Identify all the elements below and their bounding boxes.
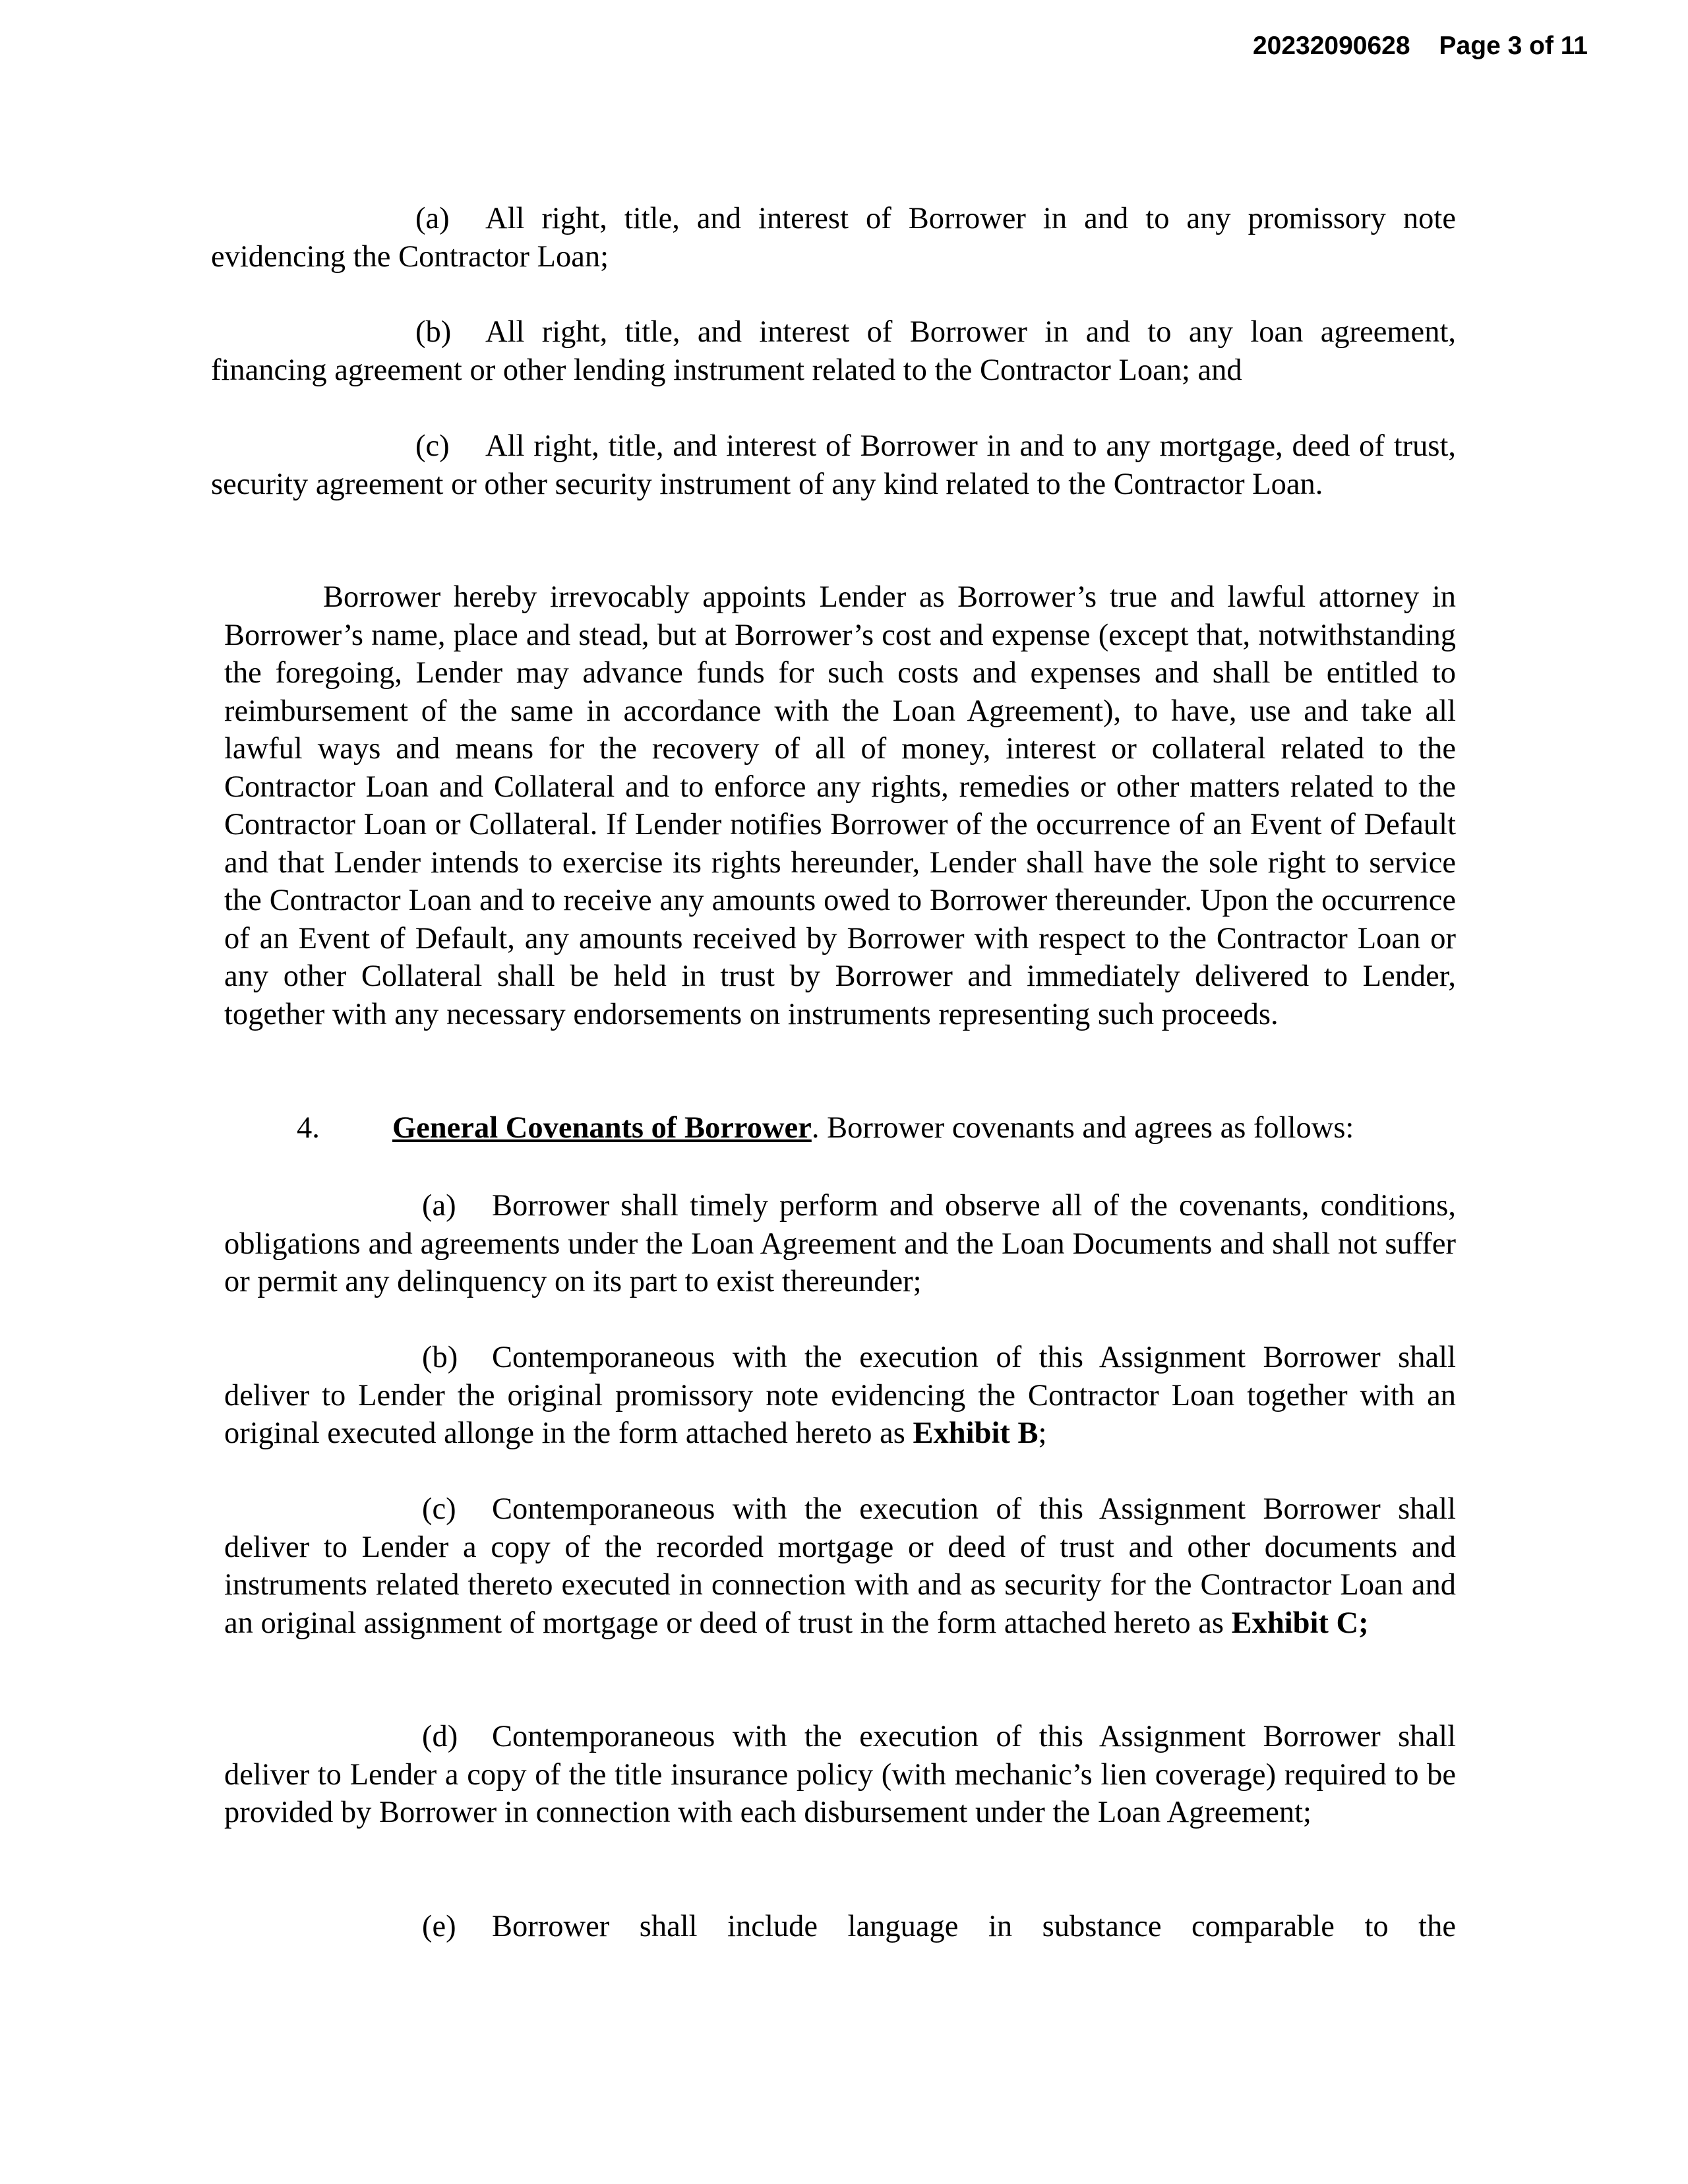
covenant-d-text: Contemporaneous with the execution of this Assignment Borrower shall deliver to Lender a copy of the title insurance policy (with mechanic’s lien coverage) required to be provided by Borrower in connection with each disbursement under the Loan Agreement; xyxy=(224,1720,1456,1829)
item-a-paragraph: (a) All right, title, and interest of Borrower in and to any promissory note evidencing the Contractor Loan; xyxy=(211,202,1456,274)
covenant-d-paragraph: (d) Contemporaneous with the execution of this Assignment Borrower shall deliver to Lender a copy of the title insurance policy (with mechanic’s lien coverage) required to be provided by Borrower in connection with each disbursement under the Loan Agreement; xyxy=(224,1720,1456,1829)
covenant-a-paragraph: (a) Borrower shall timely perform and observe all of the covenants, conditions, obligations and agreements under the Loan Agreement and the Loan Documents and shall not suffer or permit any delinquency on its part to exist thereunder; xyxy=(224,1189,1456,1298)
item-c-text: All right, title, and interest of Borrower in and to any mortgage, deed of trust, security agreement or other security instrument of any kind related to the Contractor Loan. xyxy=(211,429,1456,501)
covenant-a-text: Borrower shall timely perform and observe all of the covenants, conditions, obligations and agreements under the Loan Agreement and the Loan Documents and shall not suffer or permit any delinquency on its part to exist thereunder; xyxy=(224,1189,1456,1298)
section-4-intro: . Borrower covenants and agrees as follows: xyxy=(811,1111,1354,1145)
covenant-c-paragraph: (c) Contemporaneous with the execution of this Assignment Borrower shall deliver to Lender a copy of the recorded mortgage or deed of trust and other documents and instruments related thereto executed in connection with and as security for the Contractor Loan and an original assignment of mortgage or deed of trust in the form attached hereto as Exhibit C; xyxy=(224,1492,1456,1640)
covenant-b-paragraph: (b) Contemporaneous with the execution of this Assignment Borrower shall deliver to Lender the original promissory note evidencing the Contractor Loan together with an original executed allonge in the form attached hereto as Exhibit B; xyxy=(224,1341,1456,1450)
page-number: Page 3 of 11 xyxy=(1439,32,1588,60)
page-header xyxy=(1253,32,1588,61)
exhibit-b-reference: Exhibit B xyxy=(913,1416,1039,1450)
appointment-paragraph xyxy=(224,578,1456,1033)
exhibit-c-reference: Exhibit C; xyxy=(1231,1606,1369,1640)
covenant-c-text: Contemporaneous with the execution of this Assignment Borrower shall deliver to Lender a copy of the recorded mortgage or deed of trust and other documents and instruments related thereto executed in connection with and as security for the Contractor Loan and an original assignment of mortgage or deed of trust in the form attached hereto as xyxy=(224,1492,1456,1640)
section-4-title: General Covenants of Borrower xyxy=(392,1111,812,1145)
covenant-e-text: Borrower shall include language in substance comparable to the xyxy=(492,1910,1456,1943)
item-c-paragraph: (c) All right, title, and interest of Borrower in and to any mortgage, deed of trust, security agreement or other security instrument of any kind related to the Contractor Loan. xyxy=(211,429,1456,501)
document-number: 20232090628 xyxy=(1252,32,1410,60)
covenant-b-text: Contemporaneous with the execution of this Assignment Borrower shall deliver to Lender the original promissory note evidencing the Contractor Loan together with an original executed allonge in the form attached hereto as xyxy=(224,1341,1456,1450)
covenant-e-paragraph: (e) Borrower shall include language in substance comparable to the xyxy=(422,1910,1456,1943)
section-4-heading: 4. General Covenants of Borrower. Borrower covenants and agrees as follows: xyxy=(297,1111,1354,1145)
item-b-text: All right, title, and interest of Borrower in and to any loan agreement, financing agreement or other lending instrument related to the Contractor Loan; and xyxy=(211,315,1456,387)
appointment-text: Borrower hereby irrevocably appoints Lender as Borrower’s true and lawful attorney in Borrower’s name, place and stead, but at Borrower’s cost and expense (except that, notwithstanding the foregoing, Lender may advance funds for such costs and expenses and shall be entitled to reimbursement of the same in accordance with the Loan Agreement), to have, use and take all lawful ways and means for the recovery of all of money, interest or collateral related to the Contractor Loan and Collateral and to enforce any rights, remedies or other matters related to the Contractor Loan or Collateral. If Lender notifies Borrower of the occurrence of an Event of Default and that Lender intends to exercise its rights hereunder, Lender shall have the sole right to service the Contractor Loan and to receive any amounts owed to Borrower thereunder. Upon the occurrence of an Event of Default, any amounts received by Borrower with respect to the Contractor Loan or any other Collateral shall be held in trust by Borrower and immediately delivered to Lender, together with any necessary endorsements on instruments representing such proceeds. xyxy=(224,580,1456,1031)
item-a-text: All right, title, and interest of Borrower in and to any promissory note evidencing the Contractor Loan; xyxy=(211,202,1456,274)
item-b-paragraph: (b) All right, title, and interest of Borrower in and to any loan agreement, financing agreement or other lending instrument related to the Contractor Loan; and xyxy=(211,315,1456,387)
